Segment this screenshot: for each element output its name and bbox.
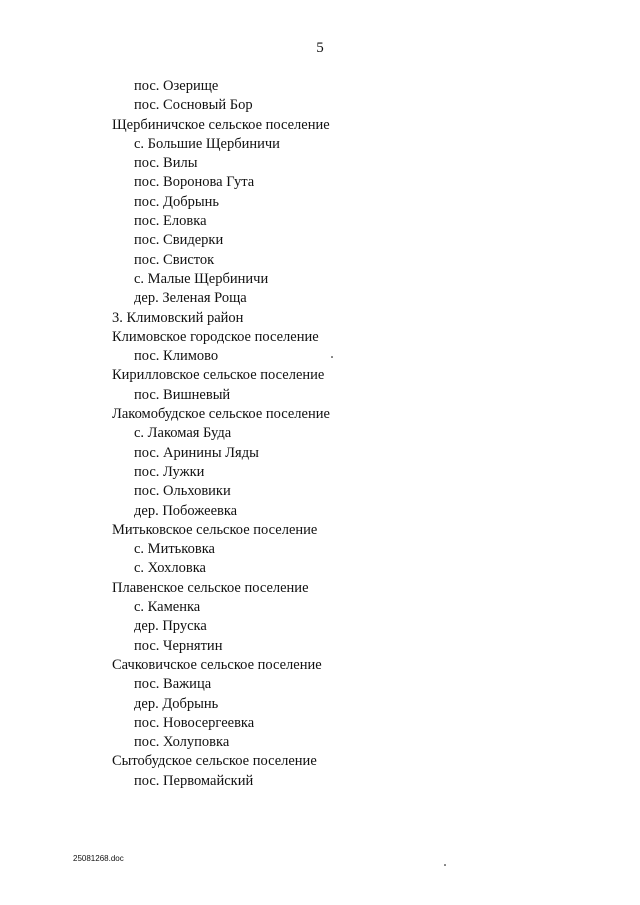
section-heading: Сытобудское сельское поселение: [112, 753, 317, 770]
settlement-item: пос. Вилы: [134, 155, 198, 172]
settlement-item: пос. Воронова Гута: [134, 174, 255, 191]
settlement-item: пос. Сосновый Бор: [134, 97, 253, 114]
settlement-item: пос. Вишневый: [134, 386, 231, 403]
section-heading: Климовское городское поселение: [112, 328, 319, 345]
section-heading: Сачковичское сельское поселение: [112, 656, 322, 673]
settlement-item: пос. Холуповка: [134, 734, 230, 751]
settlement-item: пос. Добрынь: [134, 193, 219, 210]
settlement-item: с. Малые Щербиничи: [134, 270, 269, 287]
settlement-item: дер. Пруска: [134, 618, 207, 635]
settlement-item: с. Хохловка: [134, 560, 206, 577]
settlement-item: пос. Лужки: [134, 463, 205, 480]
scan-speck: [331, 356, 333, 358]
settlement-item: пос. Ольховики: [134, 483, 231, 500]
settlement-item: пос. Чернятин: [134, 637, 223, 654]
settlement-item: дер. Побожеевка: [134, 502, 238, 519]
page-number: 5: [316, 40, 324, 56]
settlement-item: с. Большие Щербиничи: [134, 135, 280, 152]
section-heading: Плавенское сельское поселение: [112, 579, 309, 596]
settlement-item: пос. Свисток: [134, 251, 215, 268]
section-heading: Митьковское сельское поселение: [112, 521, 318, 538]
settlement-item: пос. Новосергеевка: [134, 714, 255, 731]
settlement-item: с. Лакомая Буда: [134, 425, 232, 442]
settlement-item: пос. Первомайский: [134, 772, 254, 789]
settlement-list: [112, 77, 552, 791]
settlement-item: пос. Свидерки: [134, 232, 224, 249]
settlement-item: пос. Климово: [134, 348, 219, 365]
settlement-item: пос. Важица: [134, 676, 212, 693]
settlement-item: пос. Еловка: [134, 213, 207, 230]
footer-filename: 25081268.doc: [73, 854, 124, 863]
settlement-item: с. Каменка: [134, 599, 201, 616]
scan-speck: [444, 864, 446, 866]
section-heading: 3. Климовский район: [112, 309, 244, 326]
settlement-item: пос. Аринины Ляды: [134, 444, 259, 461]
section-heading: Кирилловское сельское поселение: [112, 367, 325, 384]
settlement-item: с. Митьковка: [134, 541, 215, 558]
section-heading: Щербиничское сельское поселение: [112, 116, 330, 133]
settlement-item: дер. Зеленая Роща: [134, 290, 247, 307]
section-heading: Лакомобудское сельское поселение: [112, 406, 330, 423]
settlement-item: дер. Добрынь: [134, 695, 219, 712]
settlement-item: пос. Озерище: [134, 78, 219, 94]
